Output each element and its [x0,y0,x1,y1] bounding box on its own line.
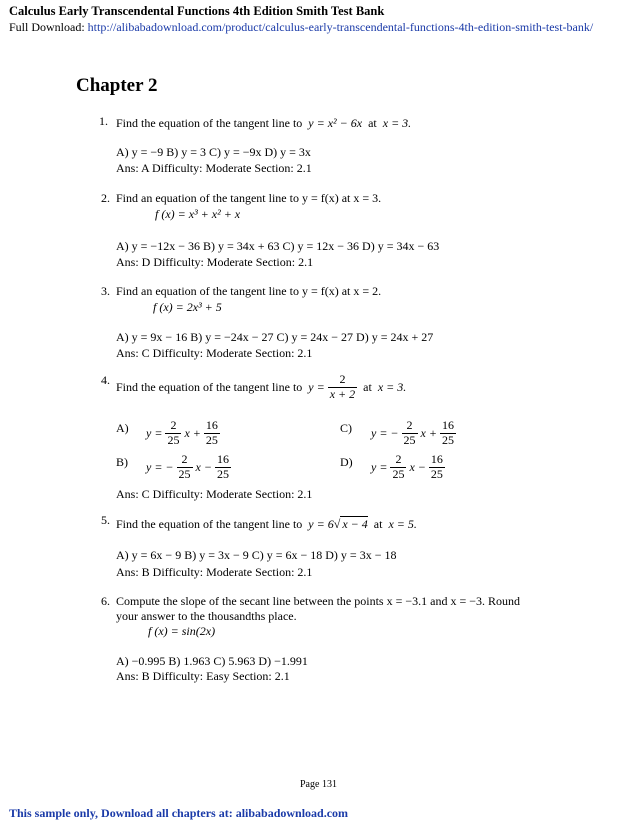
fraction [402,419,418,448]
fraction [204,419,220,448]
point: x = 3. [377,379,407,394]
choice-lhs: y = [371,459,388,474]
fraction-denominator: 25 [167,432,180,447]
question-4-stem [116,373,406,402]
question-text: Find the equation of the tangent line to [116,379,303,394]
fraction [440,419,456,448]
choice-middle: x + [184,425,201,440]
question-number: 5. [101,513,110,527]
fraction-numerator: 2 [165,419,181,434]
fraction-denominator: 25 [205,432,218,447]
fraction-denominator: x + 2 [329,386,356,401]
question-text: Find an equation of the tangent line to y = f(x) at x = 2. [116,284,382,298]
answer-key: Ans: A Difficulty: Moderate Section: 2.1 [116,161,312,175]
fraction [215,453,231,482]
answer-choices: A) y = −9 B) y = 3 C) y = −9x D) y = 3x [116,145,311,159]
question-number: 4. [101,373,110,387]
answer-choices: A) −0.995 B) 1.963 C) 5.963 D) −1.991 [116,654,308,668]
at-word: at [373,517,383,531]
fraction [177,453,193,482]
answer-key: Ans: C Difficulty: Moderate Section: 2.1 [116,487,313,501]
choice-lhs: y = [146,425,163,440]
fraction [165,419,181,448]
choice-middle: x − [409,459,426,474]
equation-lhs: y = [308,379,325,394]
question-number: 1. [99,114,108,128]
choice-c-expression [371,419,456,448]
choice-a-expression [146,419,220,448]
choice-label: A) [116,421,129,435]
question-text-line-1: Compute the slope of the secant line between the points x = −3.1 and x = −3. Round [116,594,520,608]
page-number: Page 131 [300,779,337,790]
choice-d-expression [371,453,445,482]
equation: y = x² − 6x [308,116,363,130]
choice-b-expression [146,453,231,482]
question-number: 2. [101,191,110,205]
fraction-denominator: 25 [403,432,416,447]
question-text: Find the equation of the tangent line to [116,517,303,531]
radical-sign: √ [333,517,341,531]
question-5-stem [116,517,417,532]
fraction [328,373,357,402]
question-number: 6. [101,594,110,608]
fraction-numerator: 16 [205,418,218,432]
answer-key: Ans: B Difficulty: Moderate Section: 2.1 [116,565,313,579]
choice-middle: x + [420,425,437,440]
answer-key: Ans: B Difficulty: Easy Section: 2.1 [116,669,290,683]
fraction-numerator: 2 [402,419,418,434]
fraction-numerator: 2 [390,453,406,468]
question-text-line-2: your answer to the thousandths place. [116,609,297,623]
function-expression: f (x) = sin(2x) [148,624,216,638]
answer-choices: A) y = 9x − 16 B) y = −24x − 27 C) y = 24x − 27 D) y = 24x + 27 [116,330,434,344]
question-number: 3. [101,284,110,298]
question-1-stem [116,116,411,131]
fraction-denominator: 25 [430,466,443,481]
chapter-title: Chapter 2 [76,75,158,96]
function-definition [148,624,215,639]
choice-label: B) [116,455,128,469]
fraction [390,453,406,482]
at-word: at [363,379,372,394]
radicand: x − 4 [342,517,368,531]
fraction-numerator: 16 [430,452,443,466]
choice-label: D) [340,455,353,469]
download-line [9,20,593,35]
point: x = 5. [388,517,417,531]
question-text: Find an equation of the tangent line to y = f(x) at x = 3. [116,191,382,205]
download-notice[interactable]: This sample only, Download all chapters at: alibabadownload.com [9,806,349,820]
fraction-numerator: 2 [328,373,357,388]
answer-key: Ans: C Difficulty: Moderate Section: 2.1 [116,346,313,360]
function-expression: f (x) = 2x³ + 5 [153,300,222,314]
choice-label: C) [340,421,352,435]
answer-choices: A) y = −12x − 36 B) y = 34x + 63 C) y = 12x − 36 D) y = 34x − 63 [116,239,440,253]
fraction [429,453,445,482]
function-definition [155,207,240,222]
fraction-denominator: 25 [178,466,191,481]
choice-lhs: y = − [371,425,399,440]
fraction-numerator: 16 [216,452,229,466]
download-label: Full Download: [9,20,85,34]
download-link[interactable]: http://alibabadownload.com/product/calculus-early-transcendental-functions-4th-edition-smith-test-bank/ [87,20,594,34]
fraction-numerator: 16 [441,418,454,432]
point: x = 3. [382,116,412,130]
document-header-title: Calculus Early Transcendental Functions 4th Edition Smith Test Bank [9,4,385,18]
fraction-denominator: 25 [216,466,229,481]
function-definition [153,300,222,315]
fraction-numerator: 2 [177,453,193,468]
fraction-denominator: 25 [441,432,454,447]
fraction-denominator: 25 [392,466,405,481]
answer-choices: A) y = 6x − 9 B) y = 3x − 9 C) y = 6x − 18 D) y = 3x − 18 [116,548,397,562]
at-word: at [368,116,377,130]
function-expression: f (x) = x³ + x² + x [155,207,241,221]
question-text: Find the equation of the tangent line to [116,116,303,130]
answer-key: Ans: D Difficulty: Moderate Section: 2.1 [116,255,314,269]
equation-prefix: y = 6 [308,517,334,531]
choice-lhs: y = − [146,459,174,474]
choice-middle: x − [195,459,212,474]
